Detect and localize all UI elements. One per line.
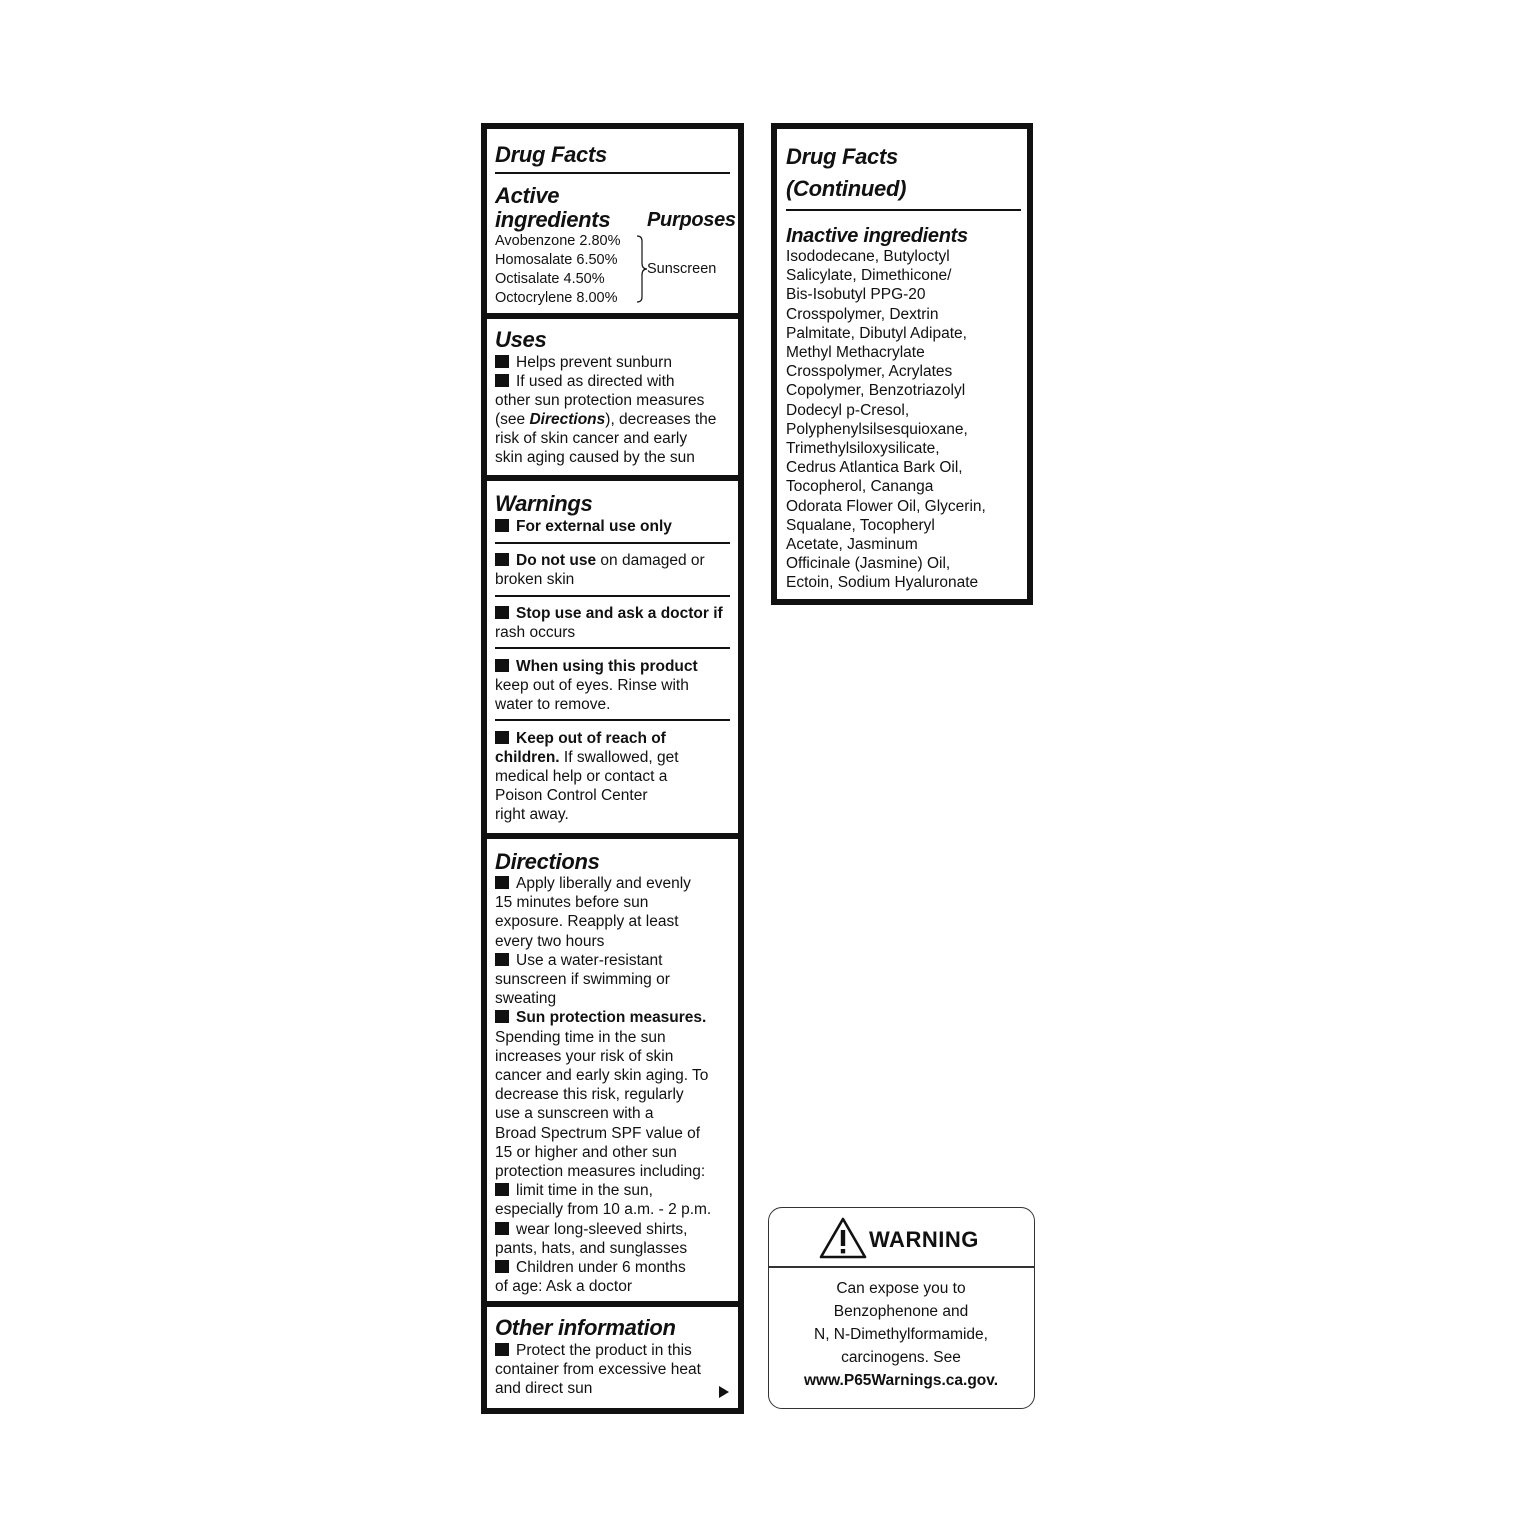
other-info-line: Protect the product in this [495,1341,692,1360]
drug-facts-panel [481,123,744,1414]
directions-line: Sun protection measures. [495,1008,706,1027]
warning-rule [495,719,730,721]
title-rule [495,172,730,174]
directions-line: Spending time in the sun [495,1028,666,1046]
inactive-ingredient-line: Acetate, Jasminum [786,536,918,553]
warning-url[interactable]: www.P65Warnings.ca.gov. [803,1372,999,1389]
warning-keep-out-5: right away. [495,806,569,823]
inactive-ingredient-line: Tocopherol, Cananga [786,478,934,496]
directions-line: sunscreen if swimming or [495,971,670,988]
bullet-square-icon [495,1343,509,1356]
bullet-square-icon [495,553,509,566]
purposes-heading: Purposes [647,209,736,231]
warning-rule [495,595,730,597]
warning-triangle-icon [819,1217,867,1259]
directions-line: 15 or higher and other sun [495,1143,677,1161]
warning-stop-use: Stop use and ask a doctor if [495,604,723,623]
uses-line: If used as directed with [495,372,675,391]
directions-line: especially from 10 a.m. - 2 p.m. [495,1201,712,1219]
inactive-ingredient-line: Copolymer, Benzotriazolyl [786,382,966,400]
other-info-line: and direct sun [495,1380,593,1397]
directions-line: Use a water-resistant [495,951,662,970]
other-info-section [487,1307,738,1408]
warning-when-using-3: water to remove. [495,696,611,713]
warning-title: WARNING [869,1227,979,1252]
warning-keep-out: Keep out of reach of [495,729,666,748]
directions-line: Apply liberally and evenly [495,874,691,893]
directions-line: of age: Ask a doctor [495,1278,633,1296]
warning-line: carcinogens. See [841,1349,961,1366]
bullet-square-icon [495,1010,509,1023]
inactive-ingredient-line: Cedrus Atlantica Bark Oil, [786,459,963,477]
continued-title-rule [786,209,1021,211]
warning-line: N, N-Dimethylformamide, [814,1326,988,1343]
warning-rule [495,647,730,649]
inactive-ingredient-line: Crosspolymer, Acrylates [786,363,953,381]
warning-do-not-use-2: broken skin [495,571,575,588]
ingredient-octisalate: Octisalate 4.50% [495,271,605,287]
continue-arrow-icon [718,1386,730,1398]
directions-line: exposure. Reapply at least [495,913,679,931]
directions-line: 15 minutes before sun [495,894,649,912]
uses-line: (see Directions), decreases the [495,411,717,428]
ingredient-avobenzone: Avobenzone 2.80% [495,233,621,249]
bullet-square-icon [495,731,509,744]
uses-section [487,319,738,475]
inactive-ingredient-line: Squalane, Tocopheryl [786,516,935,534]
warnings-section [487,481,738,833]
warning-keep-out-3: medical help or contact a [495,768,668,785]
inactive-ingredient-line: Isododecane, Butyloctyl [786,248,950,265]
prop65-warning-box [768,1207,1035,1409]
warning-when-using: When using this product [495,657,698,676]
continued-title-1: Drug Facts [786,144,898,169]
bullet-square-icon [495,519,509,532]
uses-line: other sun protection measures [495,392,705,409]
active-ingredients-section [487,129,738,313]
warning-when-using-2: keep out of eyes. Rinse with [495,677,689,694]
directions-line: protection measures including: [495,1163,706,1180]
bullet-square-icon [495,1183,509,1196]
uses-heading: Uses [495,327,547,352]
directions-line: Children under 6 months [495,1258,686,1277]
inactive-ingredient-line: Dodecyl p-Cresol, [786,401,910,419]
uses-line: Helps prevent sunburn [495,353,672,372]
inactive-heading: Inactive ingredients [786,225,968,247]
inactive-ingredient-line: Officinale (Jasmine) Oil, [786,555,951,573]
directions-line: increases your risk of skin [495,1047,674,1065]
bullet-square-icon [495,1260,509,1273]
bullet-square-icon [495,606,509,619]
warning-keep-out-4: Poison Control Center [495,787,648,804]
directions-line: sweating [495,990,557,1008]
warning-line: Can expose you to [836,1280,966,1297]
warning-rule [495,542,730,544]
directions-line: decrease this risk, regularly [495,1086,684,1104]
directions-line: use a sunscreen with a [495,1105,654,1123]
directions-line: pants, hats, and sunglasses [495,1239,688,1257]
directions-line: cancer and early skin aging. To [495,1067,709,1084]
bullet-square-icon [495,876,509,889]
directions-heading: Directions [495,849,600,874]
drug-facts-title: Drug Facts [495,142,607,167]
continued-title-2: (Continued) [786,176,907,201]
bullet-square-icon [495,374,509,387]
ingredient-octocrylene: Octocrylene 8.00% [495,290,618,306]
inactive-ingredient-line: Bis-Isobutyl PPG-20 [786,286,926,304]
warning-stop-use-2: rash occurs [495,624,576,641]
purpose-sunscreen: Sunscreen [647,261,717,277]
drug-facts-continued-panel [771,123,1033,605]
warning-line: Benzophenone and [833,1303,969,1320]
bullet-square-icon [495,953,509,966]
warnings-heading: Warnings [495,491,593,516]
other-info-heading: Other information [495,1315,676,1340]
inactive-ingredient-line: Crosspolymer, Dextrin [786,305,939,323]
inactive-ingredient-line: Trimethylsiloxysilicate, [786,440,940,457]
uses-line: risk of skin cancer and early [495,430,688,447]
bullet-square-icon [495,1222,509,1235]
inactive-ingredient-line: Odorata Flower Oil, Glycerin, [786,497,986,515]
inactive-ingredient-line: Ectoin, Sodium Hyaluronate [786,574,979,592]
active-heading-2: ingredients [495,207,611,232]
warning-keep-out-2: children. If swallowed, get [495,749,679,766]
active-heading-1: Active [495,183,560,208]
inactive-ingredient-line: Palmitate, Dibutyl Adipate, [786,324,967,342]
warning-external: For external use only [495,517,672,536]
directions-line: wear long-sleeved shirts, [495,1220,687,1239]
warning-do-not-use: Do not use on damaged or [495,551,705,570]
inactive-ingredient-line: Polyphenylsilsesquioxane, [786,420,968,438]
inactive-ingredient-line: Salicylate, Dimethicone/ [786,267,952,285]
ingredient-homosalate: Homosalate 6.50% [495,252,618,268]
uses-line: skin aging caused by the sun [495,449,695,466]
directions-section [487,839,738,1301]
directions-line: Broad Spectrum SPF value of [495,1124,701,1142]
directions-line: every two hours [495,932,605,950]
bullet-square-icon [495,659,509,672]
inactive-ingredient-line: Methyl Methacrylate [786,344,925,361]
directions-line: limit time in the sun, [495,1181,653,1200]
other-info-line: container from excessive heat [495,1361,701,1378]
warning-divider [769,1266,1034,1268]
bullet-square-icon [495,355,509,368]
